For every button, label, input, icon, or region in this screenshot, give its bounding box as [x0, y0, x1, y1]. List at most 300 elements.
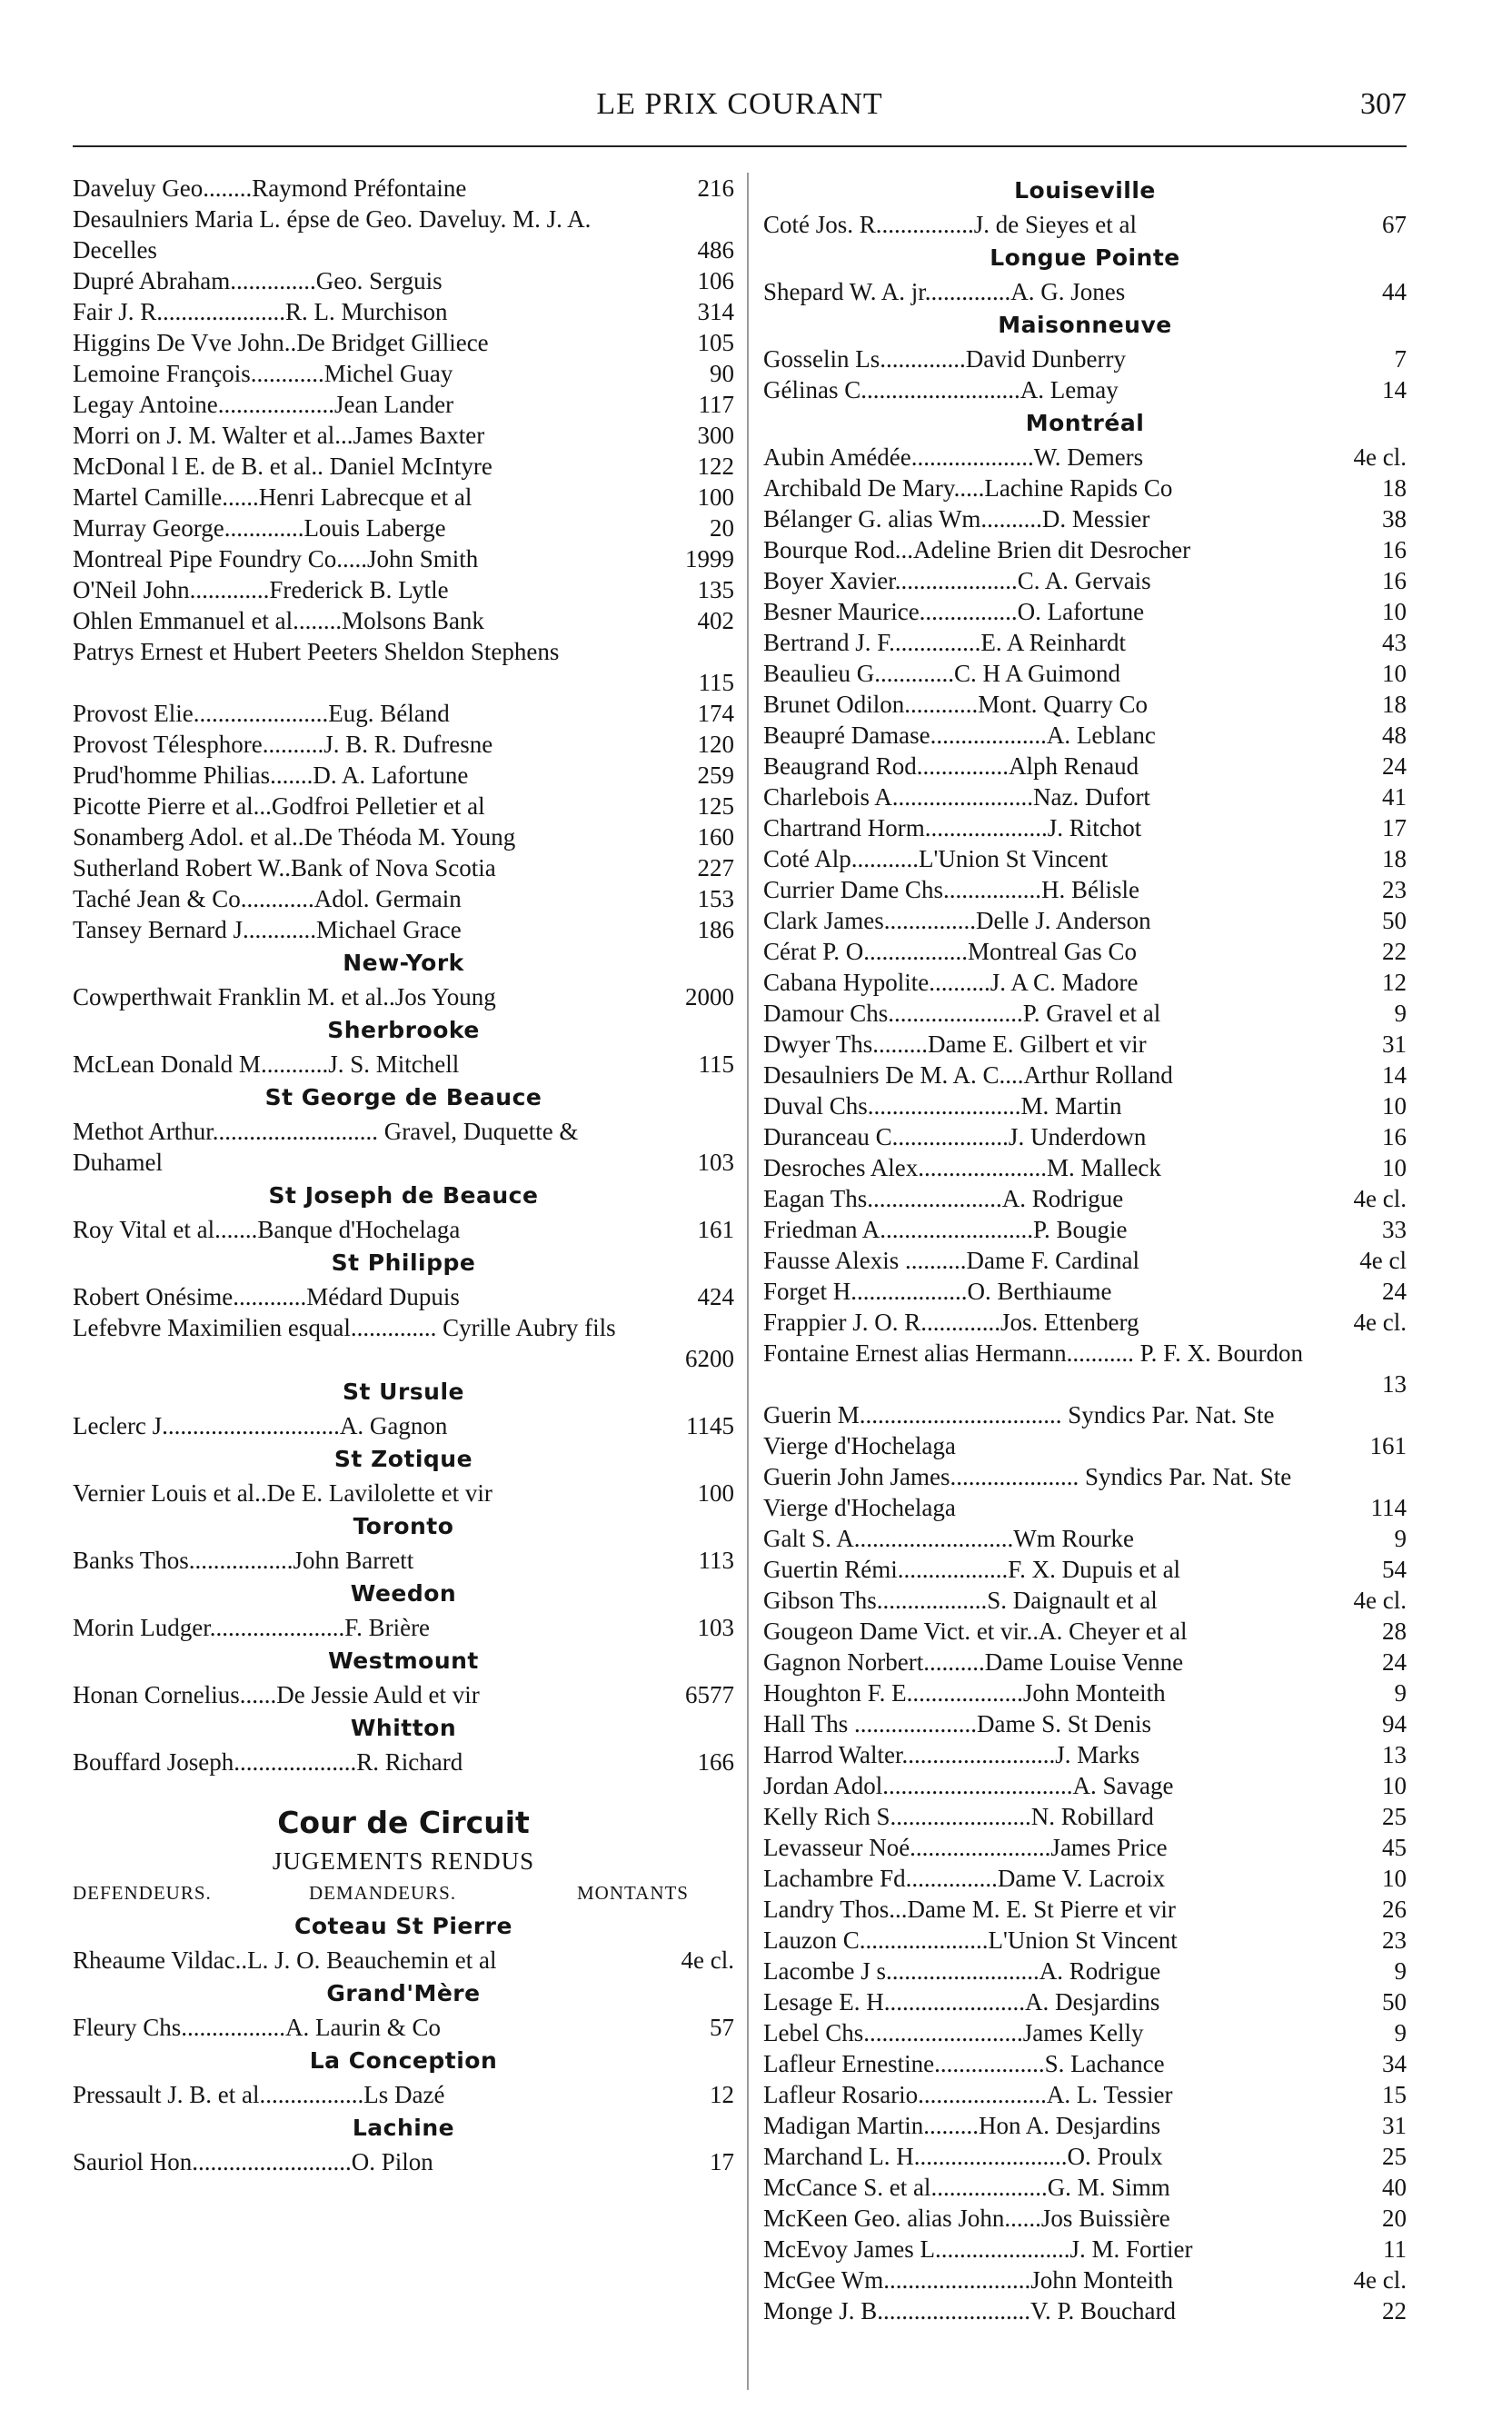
entry-parties: Desroches Alex.....................M. Malleck: [763, 1154, 1161, 1181]
entry-parties: Sonamberg Adol. et al..De Théoda M. Young: [73, 823, 516, 851]
judgment-entry: [763, 1399, 1407, 1461]
entry-amount: 166: [697, 1748, 734, 1776]
judgment-entry: [73, 389, 734, 420]
entry-amount: 44: [1382, 278, 1407, 305]
judgment-entry: [73, 513, 734, 543]
entry-parties: Pressault J. B. et al.................Ls Dazé: [73, 2081, 445, 2108]
judgment-entry: [763, 503, 1407, 534]
judgment-entry: [763, 1956, 1407, 1986]
entry-amount: 24: [1382, 1278, 1407, 1305]
page-number: 307: [1360, 87, 1407, 121]
entry-amount: 103: [697, 1149, 734, 1176]
entry-parties: McGee Wm........................John Monteith: [763, 2266, 1173, 2294]
judgment-entry: [73, 1612, 734, 1643]
entry-amount: 17: [710, 2148, 734, 2175]
entry-parties: Eagan Ths......................A. Rodrigue: [763, 1185, 1124, 1212]
entry-parties: Forget H...................O. Berthiaume: [763, 1278, 1112, 1305]
entry-amount: 122: [697, 453, 734, 480]
judgment-entry: [763, 2203, 1407, 2234]
entry-parties: Lachambre Fd...............Dame V. Lacroix: [763, 1865, 1166, 1892]
judgment-entry: [763, 967, 1407, 998]
entry-parties: Vernier Louis et al..De E. Lavilolette et vir: [73, 1479, 492, 1507]
entry-amount: 12: [710, 2081, 734, 2108]
entry-amount: 18: [1382, 845, 1407, 872]
judgment-entry: [73, 698, 734, 729]
entry-amount: 16: [1382, 1123, 1407, 1150]
entry-amount: 4e cl.: [1353, 443, 1407, 471]
entry-amount: 402: [697, 607, 734, 634]
entry-amount: 4e cl: [1359, 1247, 1407, 1274]
entry-amount: 161: [697, 1216, 734, 1243]
judgment-entry: [73, 791, 734, 821]
entry-parties: Morin Ludger......................F. Brière: [73, 1614, 431, 1641]
entry-amount: 23: [1382, 1926, 1407, 1954]
entry-amount: 34: [1382, 2050, 1407, 2077]
entry-amount: 227: [697, 854, 734, 881]
entry-parties: Bourque Rod...Adeline Brien dit Desrocher: [763, 536, 1191, 563]
entry-amount: 23: [1382, 876, 1407, 903]
entry-parties: Damour Chs......................P. Gravel et al: [763, 1000, 1161, 1027]
entry-parties: Coté Jos. R................J. de Sieyes et al: [763, 211, 1137, 238]
entry-parties: Taché Jean & Co............Adol. Germain: [73, 885, 462, 912]
entry-parties: Murray George.............Louis Laberge: [73, 514, 446, 542]
entry-amount: 20: [1382, 2205, 1407, 2232]
judgment-entry: [763, 442, 1407, 473]
entry-parties: Houghton F. E...................John Monteith: [763, 1679, 1166, 1707]
judgment-entry: [763, 1647, 1407, 1677]
judgment-entry: [73, 636, 734, 698]
entry-amount: 17: [1382, 814, 1407, 841]
entry-amount: 57: [710, 2014, 734, 2041]
entry-amount: 10: [1382, 660, 1407, 687]
entry-amount: 4e cl.: [1353, 2266, 1407, 2294]
entry-parties: Aubin Amédée....................W. Demers: [763, 443, 1144, 471]
judgment-entry: [73, 605, 734, 636]
judgment-entry: [763, 1677, 1407, 1708]
entry-amount: 424: [697, 1283, 734, 1310]
judgment-entry: [763, 905, 1407, 936]
header-rule: [73, 145, 1407, 147]
judgment-entry: [763, 1090, 1407, 1121]
entry-parties: Lesage E. H.......................A. Desjardins: [763, 1988, 1160, 2016]
entry-parties: Legay Antoine...................Jean Lander: [73, 391, 454, 418]
entry-amount: 6200: [685, 1345, 734, 1372]
entry-parties: Beaugrand Rod...............Alph Renaud: [763, 752, 1139, 780]
entry-amount: 10: [1382, 1092, 1407, 1120]
entry-parties: Guerin John James..................... Syndics Par. Nat. Ste Vierge d'Hochelaga: [763, 1463, 1292, 1521]
entry-parties: Levasseur Noé.......................James Price: [763, 1834, 1168, 1861]
entry-parties: Clark James...............Delle J. Anderson: [763, 907, 1151, 934]
entry-parties: McLean Donald M...........J. S. Mitchell: [73, 1050, 460, 1078]
judgment-entry: [73, 296, 734, 327]
entry-parties: Higgins De Vve John..De Bridget Gilliece: [73, 329, 489, 356]
entry-parties: Cérat P. O.................Montreal Gas Co: [763, 938, 1137, 965]
journal-title: LE PRIX COURANT: [596, 87, 883, 121]
entry-amount: 20: [710, 514, 734, 542]
entry-parties: Lafleur Rosario.....................A. L. Tessier: [763, 2081, 1173, 2108]
entry-parties: Patrys Ernest et Hubert Peeters Sheldon Stephens: [73, 638, 560, 665]
entry-parties: Currier Dame Chs................H. Bélisle: [763, 876, 1139, 903]
entry-parties: Brunet Odilon............Mont. Quarry Co: [763, 691, 1148, 718]
entry-parties: Harrod Walter.........................J. Marks: [763, 1741, 1140, 1768]
entry-parties: Fleury Chs.................A. Laurin & Co: [73, 2014, 441, 2041]
entry-parties: McCance S. et al...................G. M. Simm: [763, 2174, 1170, 2201]
judgment-entry: [73, 327, 734, 358]
judgment-entry: [763, 1894, 1407, 1925]
entry-amount: 9: [1394, 1957, 1407, 1985]
judgment-entry: [73, 2012, 734, 2043]
judgment-entry: [763, 1338, 1407, 1399]
judgment-entry: [763, 1863, 1407, 1894]
judgment-entry: [73, 1049, 734, 1080]
judgment-entry: [73, 1945, 734, 1976]
entry-amount: 14: [1382, 1061, 1407, 1089]
place-heading: La Conception: [309, 2047, 498, 2074]
judgment-entry: [73, 1679, 734, 1710]
entry-amount: 103: [697, 1614, 734, 1641]
column-headings: [73, 1877, 734, 1908]
judgment-entry: [73, 204, 734, 265]
entry-parties: Bélanger G. alias Wm..........D. Messier: [763, 505, 1150, 533]
entry-parties: Duranceau C...................J. Underdown: [763, 1123, 1147, 1150]
entry-parties: Martel Camille......Henri Labrecque et al: [73, 483, 472, 511]
entry-amount: 13: [1382, 1370, 1407, 1398]
judgment-entry: [763, 276, 1407, 307]
judgment-entry: [763, 2079, 1407, 2110]
entry-parties: Fair J. R.....................R. L. Murchison: [73, 298, 448, 325]
judgment-entry: [763, 1708, 1407, 1739]
entry-amount: 153: [697, 885, 734, 912]
place-heading: Longue Pointe: [990, 244, 1180, 271]
entry-amount: 54: [1382, 1556, 1407, 1583]
entry-parties: Lacombe J s.........................A. Rodrigue: [763, 1957, 1161, 1985]
section-title: Cour de Circuit: [277, 1805, 530, 1840]
entry-amount: 114: [1370, 1494, 1407, 1521]
judgment-entry: [73, 420, 734, 451]
entry-amount: 9: [1394, 1000, 1407, 1027]
judgment-entry: [763, 720, 1407, 751]
right-column: [763, 173, 1407, 2326]
place-heading: Lachine: [352, 2115, 455, 2141]
montants-heading: MONTANTS: [577, 1882, 689, 1904]
entry-parties: Tansey Bernard J............Michael Grace: [73, 916, 462, 943]
judgment-entry: [763, 1214, 1407, 1245]
entry-amount: 486: [697, 236, 734, 264]
entry-amount: 10: [1382, 1865, 1407, 1892]
entry-amount: 6577: [685, 1681, 734, 1708]
place-heading: Maisonneuve: [998, 312, 1172, 338]
entry-amount: 117: [698, 391, 734, 418]
judgment-entry: [73, 883, 734, 914]
judgment-entry: [73, 1312, 734, 1374]
judgment-entry: [763, 1152, 1407, 1183]
judgment-entry: [73, 981, 734, 1012]
judgment-entry: [763, 565, 1407, 596]
entry-amount: 120: [697, 731, 734, 758]
entry-parties: Dupré Abraham..............Geo. Serguis: [73, 267, 443, 294]
place-heading: Sherbrooke: [327, 1017, 480, 1043]
entry-amount: 50: [1382, 1988, 1407, 2016]
section-subtitle: JUGEMENTS RENDUS: [272, 1847, 535, 1875]
entry-amount: 106: [697, 267, 734, 294]
entry-amount: 9: [1394, 1679, 1407, 1707]
entry-amount: 15: [1382, 2081, 1407, 2108]
entry-parties: Charlebois A.......................Naz. Dufort: [763, 783, 1150, 811]
entry-amount: 10: [1382, 1772, 1407, 1799]
entry-amount: 40: [1382, 2174, 1407, 2201]
entry-amount: 161: [1369, 1432, 1407, 1459]
entry-parties: Gibson Ths..................S. Daignault et al: [763, 1587, 1158, 1614]
judgment-entry: [73, 265, 734, 296]
entry-amount: 16: [1382, 536, 1407, 563]
entry-amount: 45: [1382, 1834, 1407, 1861]
entry-parties: Galt S. A..........................Wm Rourke: [763, 1525, 1134, 1552]
judgment-entry: [763, 2110, 1407, 2141]
entry-amount: 100: [697, 483, 734, 511]
place-heading: Montréal: [1025, 410, 1145, 436]
entry-parties: Madigan Martin.........Hon A. Desjardins: [763, 2112, 1161, 2139]
entry-parties: Gélinas C..........................A. Lemay: [763, 376, 1119, 403]
judgment-entry: [73, 760, 734, 791]
entry-parties: Shepard W. A. jr..............A. G. Jones: [763, 278, 1126, 305]
judgment-entry: [763, 596, 1407, 627]
entry-parties: Chartrand Horm....................J. Ritchot: [763, 814, 1142, 841]
place-heading: New-York: [343, 950, 464, 976]
entry-amount: 105: [697, 329, 734, 356]
judgment-entry: [763, 343, 1407, 374]
judgment-entry: [73, 173, 734, 204]
judgment-entry: [763, 1585, 1407, 1616]
entry-amount: 22: [1382, 938, 1407, 965]
judgment-entry: [73, 1410, 734, 1441]
judgment-entry: [763, 874, 1407, 905]
place-heading: St Joseph de Beauce: [268, 1182, 539, 1209]
judgment-entry: [763, 1060, 1407, 1090]
entry-parties: Prud'homme Philias.......D. A. Lafortune: [73, 762, 469, 789]
entry-parties: Lauzon C.....................L'Union St Vincent: [763, 1926, 1178, 1954]
entry-parties: Landry Thos...Dame M. E. St Pierre et vir: [763, 1896, 1176, 1923]
judgment-entry: [763, 1183, 1407, 1214]
left-column: [73, 173, 734, 2177]
place-heading: St Zotique: [333, 1446, 473, 1472]
judgment-entry: [763, 936, 1407, 967]
entry-amount: 100: [697, 1479, 734, 1507]
judgment-entry: [73, 914, 734, 945]
judgment-entry: [73, 729, 734, 760]
judgment-entry: [73, 1747, 734, 1777]
entry-parties: Bertrand J. F...............E. A Reinhardt: [763, 629, 1127, 656]
entry-amount: 259: [697, 762, 734, 789]
place-heading: Weedon: [350, 1580, 457, 1607]
judgment-entry: [73, 1214, 734, 1245]
entry-parties: Honan Cornelius......De Jessie Auld et vir: [73, 1681, 480, 1708]
entry-amount: 43: [1382, 629, 1407, 656]
entry-amount: 10: [1382, 598, 1407, 625]
entry-amount: 94: [1382, 1710, 1407, 1737]
judgment-entry: [763, 1801, 1407, 1832]
judgment-entry: [763, 1616, 1407, 1647]
judgment-entry: [763, 998, 1407, 1029]
entry-parties: Fausse Alexis ..........Dame F. Cardinal: [763, 1247, 1140, 1274]
entry-parties: Dwyer Ths.........Dame E. Gilbert et vir: [763, 1030, 1147, 1058]
entry-amount: 300: [697, 422, 734, 449]
entry-amount: 9: [1394, 1525, 1407, 1552]
entry-amount: 113: [698, 1547, 734, 1574]
entry-amount: 2000: [685, 983, 734, 1010]
judgment-entry: [763, 1461, 1407, 1523]
entry-amount: 28: [1382, 1618, 1407, 1645]
entry-parties: Hall Ths ....................Dame S. St Denis: [763, 1710, 1151, 1737]
entry-parties: Provost Elie......................Eug. Béland: [73, 700, 450, 727]
judgment-entry: [763, 1739, 1407, 1770]
entry-parties: Roy Vital et al.......Banque d'Hochelaga: [73, 1216, 461, 1243]
entry-amount: 25: [1382, 1803, 1407, 1830]
entry-amount: 4e cl.: [1353, 1309, 1407, 1336]
judgment-entry: [763, 1276, 1407, 1307]
judgment-entry: [763, 473, 1407, 503]
place-heading: St Philippe: [331, 1249, 476, 1276]
entry-parties: Robert Onésime............Médard Dupuis: [73, 1283, 460, 1310]
entry-parties: Lemoine François............Michel Guay: [73, 360, 453, 387]
entry-amount: 135: [697, 576, 734, 603]
judgment-entry: [763, 209, 1407, 240]
judgment-entry: [763, 1029, 1407, 1060]
judgment-entry: [763, 2265, 1407, 2295]
entry-parties: Gagnon Norbert..........Dame Louise Venne: [763, 1648, 1184, 1676]
entry-parties: Ohlen Emmanuel et al........Molsons Bank: [73, 607, 484, 634]
page-header: [73, 87, 1407, 131]
entry-parties: Beaupré Damase...................A. Leblanc: [763, 722, 1156, 749]
entry-parties: Methot Arthur........................... Gravel, Duquette & Duhamel: [73, 1118, 579, 1176]
entry-parties: Friedman A.........................P. Bougie: [763, 1216, 1128, 1243]
judgment-entry: [763, 1523, 1407, 1554]
entry-amount: 14: [1382, 376, 1407, 403]
entry-parties: McKeen Geo. alias John......Jos Buissière: [763, 2205, 1170, 2232]
entry-amount: 216: [697, 174, 734, 202]
judgment-entry: [763, 534, 1407, 565]
entry-amount: 48: [1382, 722, 1407, 749]
place-heading: Grand'Mère: [326, 1980, 481, 2006]
entry-amount: 18: [1382, 474, 1407, 502]
entry-parties: Sutherland Robert W..Bank of Nova Scotia: [73, 854, 496, 881]
judgment-entry: [73, 574, 734, 605]
entry-amount: 186: [697, 916, 734, 943]
judgment-entry: [763, 1770, 1407, 1801]
judgment-entry: [73, 358, 734, 389]
judgment-entry: [73, 1116, 734, 1178]
judgment-entry: [763, 2295, 1407, 2326]
entry-parties: Cowperthwait Franklin M. et al..Jos Young: [73, 983, 496, 1010]
entry-parties: Frappier J. O. R.............Jos. Ettenberg: [763, 1309, 1139, 1336]
entry-amount: 90: [710, 360, 734, 387]
judgment-entry: [763, 689, 1407, 720]
entry-parties: Morri on J. M. Walter et al...James Baxter: [73, 422, 485, 449]
entry-amount: 31: [1382, 2112, 1407, 2139]
entry-amount: 12: [1382, 969, 1407, 996]
judgment-entry: [763, 751, 1407, 781]
entry-parties: Coté Alp...........L'Union St Vincent: [763, 845, 1109, 872]
judgment-entry: [73, 1281, 734, 1312]
entry-amount: 24: [1382, 1648, 1407, 1676]
place-heading: Toronto: [353, 1513, 454, 1539]
entry-amount: 38: [1382, 505, 1407, 533]
entry-parties: Lebel Chs..........................James Kelly: [763, 2019, 1144, 2046]
entry-parties: Jordan Adol...............................A. Savage: [763, 1772, 1174, 1799]
entry-amount: 4e cl.: [681, 1946, 734, 1974]
entry-parties: Beaulieu G.............C. H A Guimond: [763, 660, 1120, 687]
entry-amount: 33: [1382, 1216, 1407, 1243]
entry-amount: 1999: [685, 545, 734, 572]
entry-amount: 10: [1382, 1154, 1407, 1181]
entry-parties: McDonal l E. de B. et al.. Daniel McIntyre: [73, 453, 492, 480]
judgment-entry: [73, 482, 734, 513]
entry-parties: Desaulniers Maria L. épse de Geo. Daveluy. M. J. A. Decelles: [73, 205, 592, 264]
entry-parties: Archibald De Mary.....Lachine Rapids Co: [763, 474, 1173, 502]
judgment-entry: [73, 852, 734, 883]
entry-parties: Guerin M................................. Syndics Par. Nat. Ste Vierge d'Hochelaga: [763, 1401, 1275, 1459]
judgment-entry: [763, 2017, 1407, 2048]
judgment-entry: [73, 1545, 734, 1576]
entry-amount: 41: [1382, 783, 1407, 811]
defendeurs-heading: DEFENDEURS.: [73, 1882, 212, 1904]
entry-parties: Lefebvre Maximilien esqual.............. Cyrille Aubry fils: [73, 1314, 616, 1341]
entry-parties: Lafleur Ernestine..................S. Lachance: [763, 2050, 1165, 2077]
entry-parties: Besner Maurice................O. Lafortune: [763, 598, 1145, 625]
entry-parties: Montreal Pipe Foundry Co.....John Smith: [73, 545, 479, 572]
judgment-entry: [763, 1832, 1407, 1863]
place-heading: St Ursule: [343, 1379, 464, 1405]
entry-amount: 22: [1382, 2297, 1407, 2324]
judgment-entry: [763, 2048, 1407, 2079]
judgment-entry: [763, 1925, 1407, 1956]
judgment-entry: [73, 451, 734, 482]
entry-amount: 174: [697, 700, 734, 727]
place-heading: Louiseville: [1014, 177, 1156, 204]
entry-parties: Guertin Rémi..................F. X. Dupuis et al: [763, 1556, 1181, 1583]
place-heading: Whitton: [350, 1715, 457, 1741]
entry-parties: Duval Chs.........................M. Martin: [763, 1092, 1122, 1120]
entry-amount: 50: [1382, 907, 1407, 934]
entry-amount: 314: [697, 298, 734, 325]
entry-amount: 9: [1394, 2019, 1407, 2046]
judgment-entry: [763, 843, 1407, 874]
entry-amount: 160: [697, 823, 734, 851]
entry-amount: 13: [1382, 1741, 1407, 1768]
entry-amount: 7: [1394, 345, 1407, 373]
entry-amount: 25: [1382, 2143, 1407, 2170]
entry-parties: Picotte Pierre et al...Godfroi Pelletier et al: [73, 792, 485, 820]
place-heading: St George de Beauce: [264, 1084, 542, 1110]
entry-amount: 1145: [686, 1412, 734, 1439]
entry-amount: 26: [1382, 1896, 1407, 1923]
judgment-entry: [73, 543, 734, 574]
entry-parties: McEvoy James L......................J. M. Fortier: [763, 2235, 1193, 2263]
judgment-entry: [763, 1554, 1407, 1585]
judgment-entry: [73, 1478, 734, 1508]
entry-amount: 67: [1382, 211, 1407, 238]
entry-parties: Rheaume Vildac..L. J. O. Beauchemin et al: [73, 1946, 497, 1974]
entry-parties: Leclerc J.............................A. Gagnon: [73, 1412, 448, 1439]
judgment-entry: [763, 627, 1407, 658]
judgment-entry: [763, 2141, 1407, 2172]
entry-parties: Marchand L. H.........................O. Proulx: [763, 2143, 1163, 2170]
entry-parties: Gosselin Ls..............David Dunberry: [763, 345, 1126, 373]
entry-parties: Banks Thos.................John Barrett: [73, 1547, 414, 1574]
entry-amount: 115: [698, 1050, 734, 1078]
entry-parties: Sauriol Hon..........................O. Pilon: [73, 2148, 433, 2175]
judgment-entry: [763, 2172, 1407, 2203]
entry-parties: Provost Télesphore..........J. B. R. Dufresne: [73, 731, 493, 758]
